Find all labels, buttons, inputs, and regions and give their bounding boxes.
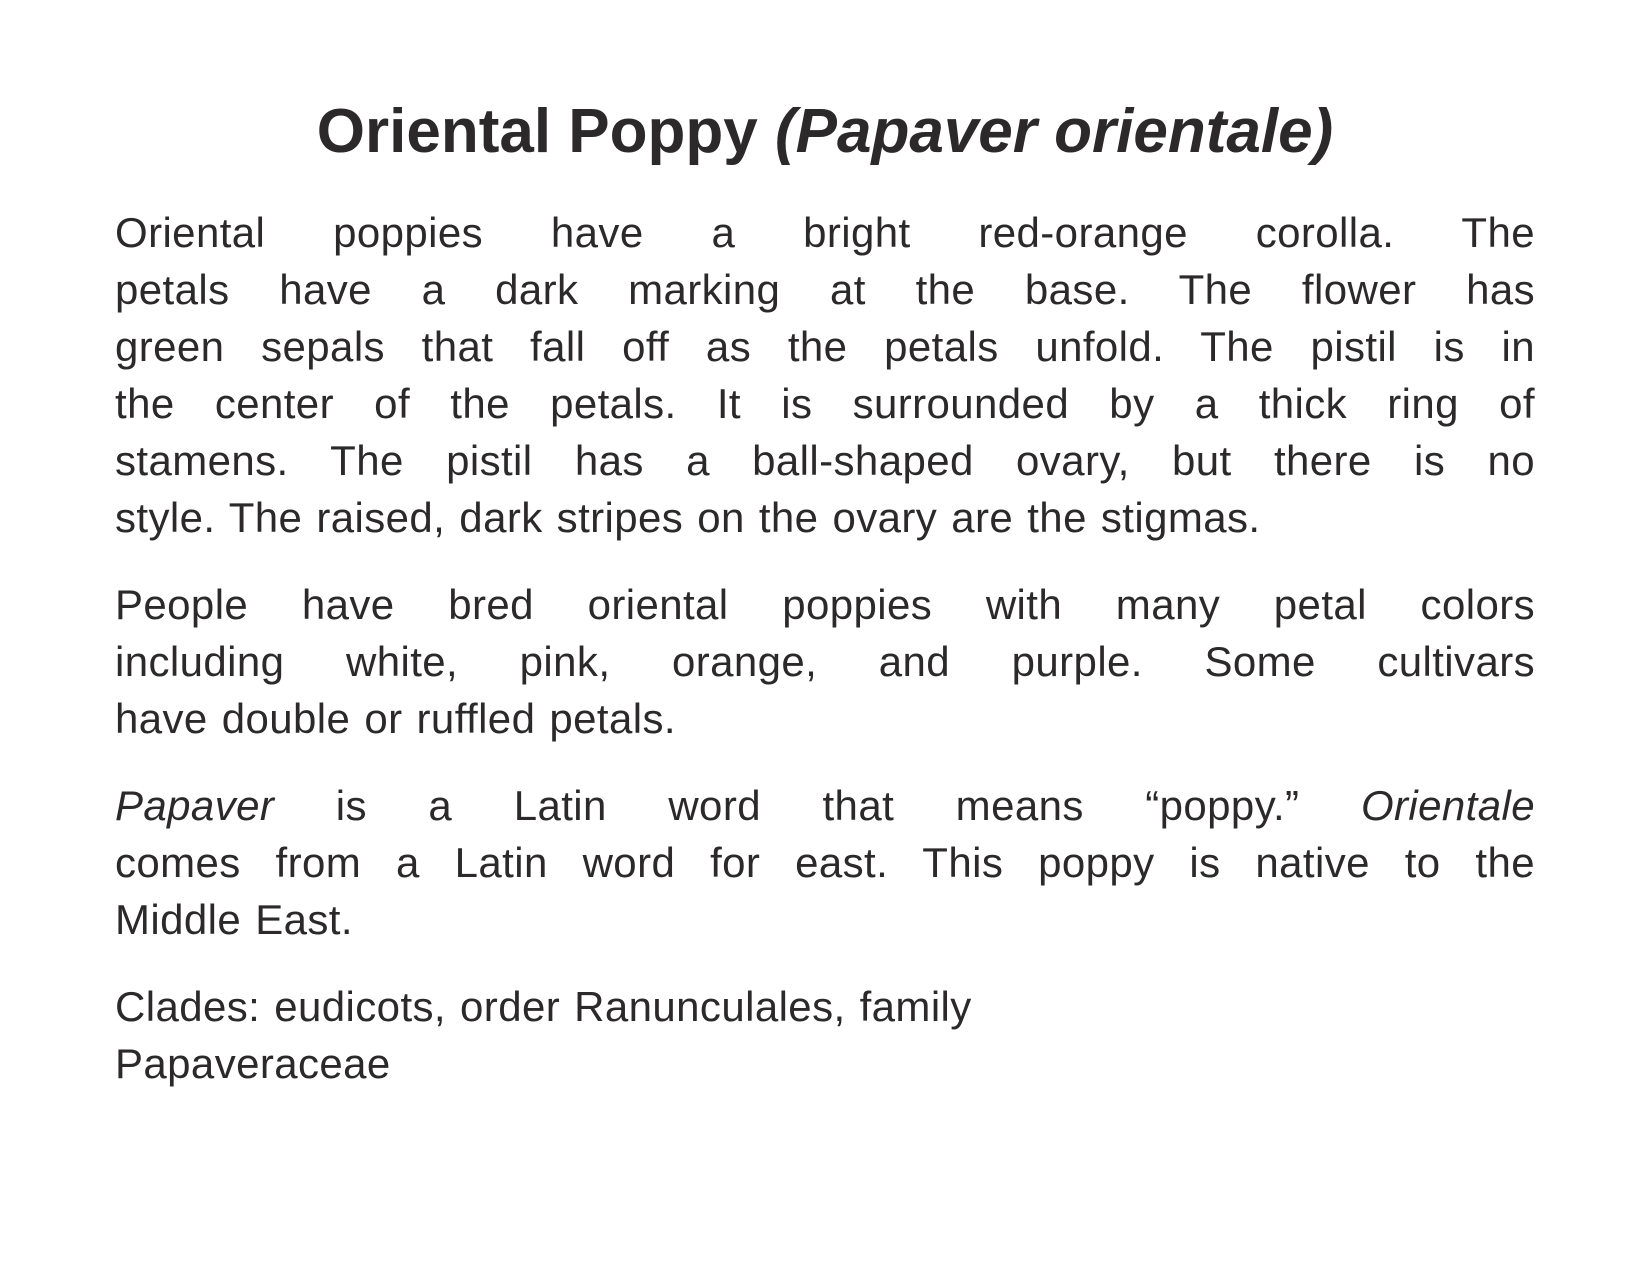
paragraph-description: [115, 204, 1535, 546]
plain-text: Oriental poppies have a bright red-orange corolla. The: [115, 209, 1535, 256]
text-line: [115, 1035, 1535, 1092]
text-line: [115, 576, 1535, 633]
plain-text: is a Latin word that means “poppy.”: [274, 782, 1361, 829]
text-line: [115, 891, 1535, 948]
plain-text: including white, pink, orange, and purple. Some cultivars: [115, 638, 1535, 685]
text-line: [115, 633, 1535, 690]
text-line: [115, 375, 1535, 432]
italic-text: Orientale: [1360, 782, 1535, 829]
plain-text: People have bred oriental poppies with many petal colors: [115, 581, 1535, 628]
text-line: [115, 978, 1535, 1035]
paragraph-etymology: [115, 777, 1535, 948]
plain-text: petals have a dark marking at the base. The flower has: [115, 266, 1535, 313]
text-line: [115, 690, 1535, 747]
plain-text: stamens. The pistil has a ball-shaped ovary, but there is no: [115, 437, 1535, 484]
italic-text: (Papaver orientale): [774, 97, 1334, 166]
plain-text: style. The raised, dark stripes on the ovary are the stigmas.: [115, 494, 1261, 541]
plain-text: comes from a Latin word for east. This poppy is native to the: [115, 839, 1535, 886]
page-title: [115, 97, 1535, 167]
plain-text: have double or ruffled petals.: [115, 695, 676, 742]
text-line: [115, 261, 1535, 318]
body-text: [115, 204, 1535, 1092]
text-line: [115, 777, 1535, 834]
paragraph-clades: [115, 978, 1535, 1092]
text-line: [115, 834, 1535, 891]
plain-text: Papaveraceae: [115, 1040, 391, 1087]
plain-text: the center of the petals. It is surrounded by a thick ring of: [115, 380, 1535, 427]
plain-text: green sepals that fall off as the petals unfold. The pistil is in: [115, 323, 1535, 370]
text-line: [115, 318, 1535, 375]
plain-text: Oriental Poppy: [316, 97, 775, 166]
text-line: [115, 204, 1535, 261]
plain-text: Clades: eudicots, order Ranunculales, family: [115, 983, 972, 1030]
text-line: [115, 489, 1535, 546]
italic-text: Papaver: [115, 782, 275, 829]
page-content: [115, 97, 1535, 1122]
paragraph-cultivars: [115, 576, 1535, 747]
plain-text: Middle East.: [115, 896, 353, 943]
text-line: [115, 432, 1535, 489]
